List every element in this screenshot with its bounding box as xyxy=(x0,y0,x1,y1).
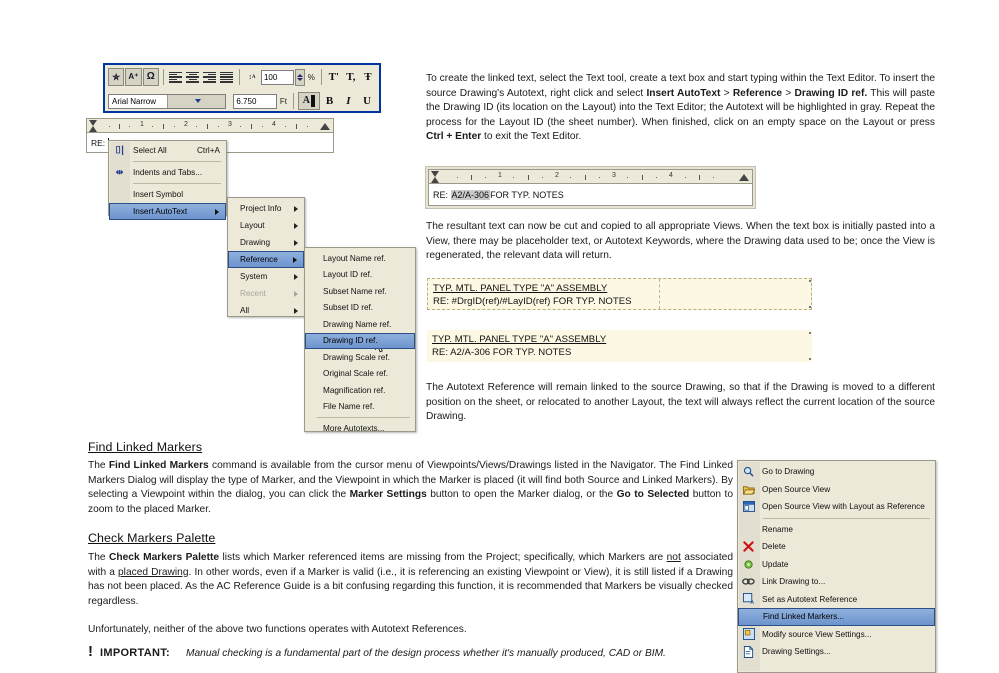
submenu-item-all[interactable] xyxy=(228,302,304,319)
symbol-icon[interactable]: Ω xyxy=(143,68,159,86)
paragraph-create-linked-text xyxy=(426,72,935,145)
nav-item-label: Open Source View with Layout as Reference xyxy=(762,502,925,512)
submenu-item-label: Recent xyxy=(240,289,266,298)
nav-item-label: Modify source View Settings... xyxy=(762,629,872,639)
ref-item-label: Magnification ref. xyxy=(323,385,386,395)
font-size-unit: Ft xyxy=(279,96,287,106)
window-reference-icon xyxy=(740,499,757,514)
ref-item-label: Layout Name ref. xyxy=(323,253,386,263)
sample-autotext-highlight: A2/A-306 xyxy=(451,189,490,200)
submenu-item-project-info[interactable] xyxy=(228,200,304,217)
sample-ruler-tick-2: 2 xyxy=(555,172,559,179)
toolbar-row-1 xyxy=(105,65,379,89)
ruler-tick-3: 3 xyxy=(228,121,232,128)
submenu-item-label: Reference xyxy=(240,255,278,264)
nav-item-label: Go to Drawing xyxy=(762,467,815,477)
p1-text-c: to exit the Text Editor. xyxy=(481,131,582,143)
italic-button[interactable]: I xyxy=(346,94,351,107)
submenu-item-label: Layout xyxy=(240,221,265,230)
align-right-icon[interactable] xyxy=(202,68,218,86)
nav-item-label: Open Source View xyxy=(762,484,831,494)
menu-separator xyxy=(133,183,221,184)
find-text-b: command is available from the cursor menu of Viewpoints/Views/Drawings listed in the Navigator. The Find Linked Markers Dialog will display the type of Marker, and the Viewpoint in which the Marker is placed (it will find both Source and Linked Markers). By selecting a Viewpoint within the dialog, you can click the xyxy=(88,460,733,501)
ref-item-drawing-name[interactable] xyxy=(305,316,415,333)
toolbar-divider-4 xyxy=(293,93,294,109)
drawing-settings-icon xyxy=(740,644,757,659)
font-family-select[interactable] xyxy=(108,94,226,109)
font-size-input[interactable]: 6.750 xyxy=(233,94,277,109)
autotext-ref-icon xyxy=(740,592,757,607)
submenu-arrow-icon xyxy=(294,291,298,297)
font-color-swatch xyxy=(311,95,315,107)
indent-marker-right-icon[interactable] xyxy=(320,123,330,130)
ruler-tick-4: 4 xyxy=(272,121,276,128)
underline-button[interactable]: U xyxy=(363,94,372,107)
sample-ruler[interactable] xyxy=(428,169,753,184)
nav-item-set-as-autotext-reference[interactable] xyxy=(738,591,935,609)
important-label: IMPORTANT: xyxy=(100,647,171,659)
ref-item-layout-id[interactable] xyxy=(305,267,415,284)
editor-context-menu[interactable] xyxy=(108,140,227,216)
find-text-d: button to zoom to the placed Marker. xyxy=(88,489,734,515)
check-text-d: . In other words, even if a Marker is valid (i.e., it is referencing an existing Viewpoint or View), it is still listed if a Drawing has not been placed. As the AC Reference Guide is a bit confusing regarding this function, it is recommended that Markers be visually checked regardless. xyxy=(88,566,734,607)
submenu-item-label: All xyxy=(240,306,250,315)
menu-item-label: Insert Symbol xyxy=(133,190,184,199)
nav-item-open-source-view[interactable] xyxy=(738,481,935,499)
ref-item-subset-name[interactable] xyxy=(305,283,415,300)
nav-item-label: Set as Autotext Reference xyxy=(762,594,858,604)
ref-item-label: Layout ID ref. xyxy=(323,270,373,280)
sample-box-autotext-keywords xyxy=(427,278,812,310)
sample-ruler-tick-1: 1 xyxy=(498,172,502,179)
paragraph-autotext-remains-linked xyxy=(426,381,935,425)
ref-item-magnification[interactable] xyxy=(305,382,415,399)
edit-field-prefix: RE: xyxy=(91,137,106,148)
line-spacing-stepper[interactable] xyxy=(295,69,305,86)
menu-item-label: Insert AutoText xyxy=(133,207,188,216)
line-spacing-input[interactable]: 100 xyxy=(261,70,294,85)
menu-separator xyxy=(133,161,221,162)
submenu-arrow-icon xyxy=(215,209,219,215)
nav-item-go-to-drawing[interactable] xyxy=(738,463,935,481)
ref-item-drawing-id[interactable] xyxy=(305,333,415,350)
ref-item-label: More Autotexts... xyxy=(323,423,385,433)
heading-find-linked-markers: Find Linked Markers xyxy=(88,440,203,454)
nav-item-open-source-view-with-layout[interactable] xyxy=(738,498,935,516)
textbox-handle[interactable] xyxy=(809,280,811,282)
indent-marker-left-icon[interactable] xyxy=(431,171,440,183)
sample-keywords-line1: TYP. MTL. PANEL TYPE "A" ASSEMBLY xyxy=(433,283,608,294)
line-spacing-icon[interactable]: ↕ A xyxy=(248,72,256,81)
p3-text: The Autotext Reference will remain linked to the source Drawing, so that if the Drawing is moved to a different position on the sheet, or relocated to another Layout, the text will always reflect the current location of the source Drawing. xyxy=(426,382,935,423)
check-bold-palette: Check Markers Palette xyxy=(109,552,220,563)
find-bold-go-to-selected: Go to Selected xyxy=(616,489,690,501)
text-style-icon[interactable]: A⁺ xyxy=(125,68,141,86)
paragraph-resultant-text xyxy=(426,220,935,264)
check-text-c: associated with a xyxy=(88,552,733,578)
submenu-item-label: System xyxy=(240,272,268,281)
nav-item-find-linked-markers[interactable] xyxy=(738,608,935,626)
p1-text-b: This will paste the Drawing ID (its location on the Layout) into the Text Editor; the Autotext will be highlighted in gray. Repeat the process for the Layout ID (the sheet number). When finished, click on an empty space on the Layout or press xyxy=(426,87,936,128)
ref-item-more-autotexts[interactable] xyxy=(305,420,415,437)
nav-item-label: Link Drawing to... xyxy=(762,577,826,587)
submenu-arrow-icon xyxy=(294,308,298,314)
ref-item-label: Drawing ID ref. xyxy=(323,336,378,346)
align-justify-icon[interactable] xyxy=(219,68,235,86)
nav-item-rename[interactable] xyxy=(738,521,935,539)
check-text-a: The xyxy=(88,552,110,563)
ref-item-label: Drawing Scale ref. xyxy=(323,352,390,362)
submenu-item-drawing[interactable] xyxy=(228,234,304,251)
navigator-context-menu[interactable] xyxy=(737,460,936,673)
sample-suffix: FOR TYP. NOTES xyxy=(490,189,564,200)
ruler-tick-1: 1 xyxy=(140,121,144,128)
p6-text: Unfortunately, neither of the above two functions operates with Autotext References. xyxy=(88,624,467,635)
sample-box-divider xyxy=(659,279,661,309)
align-left-icon[interactable] xyxy=(168,68,184,86)
menu-item-insert-symbol[interactable] xyxy=(109,186,226,203)
ref-item-drawing-scale[interactable] xyxy=(305,349,415,366)
anchor-style-icon[interactable]: ✮ xyxy=(108,68,124,86)
submenu-arrow-icon xyxy=(294,240,298,246)
find-bold-marker-settings: Marker Settings xyxy=(349,489,427,501)
check-underline-not: not xyxy=(666,552,681,563)
menu-item-label: Indents and Tabs... xyxy=(133,168,203,177)
menu-item-accel: Ctrl+A xyxy=(197,146,220,155)
font-family-value: Arial Narrow xyxy=(112,96,157,106)
line-spacing-unit: % xyxy=(307,72,315,82)
paragraph-find-linked-markers xyxy=(88,459,733,517)
indents-tabs-icon: ⇹ xyxy=(115,167,124,177)
chevron-down-icon[interactable] xyxy=(167,95,226,108)
font-color-button[interactable] xyxy=(298,92,320,110)
select-all-icon: ⌷| xyxy=(115,145,124,156)
menu-separator xyxy=(763,518,930,519)
submenu-item-label: Drawing xyxy=(240,238,271,247)
ref-item-label: File Name ref. xyxy=(323,402,375,412)
nav-item-label: Rename xyxy=(762,524,793,534)
p1-bold-insert-autotext: Insert AutoText xyxy=(646,87,721,99)
ref-item-label: Original Scale ref. xyxy=(323,369,389,379)
nav-item-modify-source-view-settings[interactable] xyxy=(738,626,935,644)
p1-bold-drawing-id-ref: Drawing ID ref. xyxy=(794,87,868,99)
ref-item-original-scale[interactable] xyxy=(305,366,415,383)
menu-item-select-all[interactable] xyxy=(109,142,226,159)
ref-item-label: Subset ID ref. xyxy=(323,303,374,313)
check-underline-placed-drawing: placed Drawing xyxy=(118,566,189,578)
magnifier-icon xyxy=(740,464,757,479)
svg-text:A: A xyxy=(749,600,754,605)
ref-item-layout-name[interactable] xyxy=(305,250,415,267)
sample-box-resolved-data xyxy=(427,330,812,362)
sample-text-editor-panel xyxy=(425,166,756,209)
p1-bold-ctrl-enter: Ctrl + Enter xyxy=(426,131,482,143)
text-editor-toolbar xyxy=(103,63,381,113)
insert-autotext-submenu[interactable] xyxy=(227,197,305,317)
submenu-item-recent xyxy=(228,285,304,302)
submenu-item-layout[interactable] xyxy=(228,217,304,234)
ruler-tick-2: 2 xyxy=(184,121,188,128)
textbox-handle[interactable] xyxy=(809,306,811,308)
p1-bold-reference: Reference xyxy=(732,87,783,99)
ref-item-label: Drawing Name ref. xyxy=(323,319,392,329)
submenu-item-system[interactable] xyxy=(228,268,304,285)
sample-ruler-tick-4: 4 xyxy=(669,172,673,179)
toolbar-divider-2 xyxy=(239,69,240,85)
submenu-item-label: Project Info xyxy=(240,204,282,213)
menu-separator xyxy=(317,417,410,418)
refresh-icon xyxy=(740,557,757,572)
p1-sep-1: > xyxy=(720,87,733,99)
ref-item-subset-id[interactable] xyxy=(305,300,415,317)
ref-item-label: Subset Name ref. xyxy=(323,286,387,296)
p1-text-a: To create the linked text, select the Text tool, create a text box and start typing within the Text Editor. To insert the source Drawing's Autotext, right click and select xyxy=(426,73,935,99)
menu-item-label: Select All xyxy=(133,146,167,155)
find-text-a: The xyxy=(88,460,109,471)
sample-resolved-line1: TYP. MTL. PANEL TYPE "A" ASSEMBLY xyxy=(432,334,607,345)
nav-item-update[interactable] xyxy=(738,556,935,574)
textbox-handle[interactable] xyxy=(809,358,811,360)
nav-item-label: Update xyxy=(762,559,789,569)
font-color-label: A xyxy=(302,95,310,106)
p2-text: The resultant text can now be cut and copied to all appropriate Views. When the text box is initially pasted into a View, there may be placeholder text, or Autotext Keywords, where the Drawing data used to be; once the View is regenerated, the relevant data will return. xyxy=(426,221,935,262)
nav-item-drawing-settings[interactable] xyxy=(738,643,935,661)
nav-item-delete[interactable] xyxy=(738,538,935,556)
submenu-arrow-icon xyxy=(294,274,298,280)
sample-keywords-line2: RE: #DrgID(ref)/#LayID(ref) FOR TYP. NOTES xyxy=(433,296,632,307)
nav-item-label: Find Linked Markers... xyxy=(763,612,844,622)
sample-prefix: RE: xyxy=(433,189,449,200)
find-bold-command: Find Linked Markers xyxy=(108,460,209,471)
submenu-arrow-icon xyxy=(294,206,298,212)
red-x-icon xyxy=(740,539,757,554)
heading-check-markers-palette: Check Markers Palette xyxy=(88,531,216,545)
submenu-arrow-icon xyxy=(294,223,298,229)
textbox-handle[interactable] xyxy=(809,332,811,334)
toolbar-row-2 xyxy=(105,89,379,113)
important-exclamation-icon: ! xyxy=(88,643,93,660)
reference-submenu[interactable] xyxy=(304,247,416,432)
toolbar-divider-3 xyxy=(321,69,322,85)
editor-ruler[interactable] xyxy=(86,118,334,133)
p1-sep-2: > xyxy=(782,87,795,99)
paragraph-check-markers-palette xyxy=(88,551,733,609)
nav-item-label: Delete xyxy=(762,542,786,552)
view-settings-icon xyxy=(740,627,757,642)
submenu-item-reference[interactable] xyxy=(228,251,304,268)
menu-item-indents-and-tabs[interactable] xyxy=(109,164,226,181)
bold-button[interactable]: B xyxy=(325,94,334,107)
sample-resolved-line2: RE: A2/A-306 FOR TYP. NOTES xyxy=(432,347,572,358)
sample-text-field[interactable] xyxy=(428,184,753,206)
paragraph-unfortunately xyxy=(88,623,733,638)
align-center-icon[interactable] xyxy=(185,68,201,86)
submenu-arrow-icon xyxy=(293,257,297,263)
link-icon xyxy=(740,574,757,589)
toolbar-divider xyxy=(163,69,164,85)
check-text-b: lists which Marker referenced items are missing from the Project; specifically, which Markers are xyxy=(219,552,667,563)
sample-ruler-tick-3: 3 xyxy=(612,172,616,179)
indent-marker-right-icon[interactable] xyxy=(739,174,749,181)
menu-item-insert-autotext[interactable] xyxy=(109,203,226,220)
open-folder-icon xyxy=(740,482,757,497)
find-text-c: button to open the Marker dialog, or the xyxy=(426,489,617,501)
superscript-button[interactable]: T' xyxy=(328,70,339,83)
nav-item-link-drawing-to[interactable] xyxy=(738,573,935,591)
indent-marker-left-icon[interactable] xyxy=(89,120,98,132)
important-text: Manual checking is a fundamental part of the design process whether it's manually produced, CAD or BIM. xyxy=(186,648,666,659)
nav-item-label: Drawing Settings... xyxy=(762,647,831,657)
strikethrough-button[interactable]: Ŧ xyxy=(364,70,372,83)
ref-item-file-name[interactable] xyxy=(305,399,415,416)
subscript-button[interactable]: T, xyxy=(346,70,356,83)
